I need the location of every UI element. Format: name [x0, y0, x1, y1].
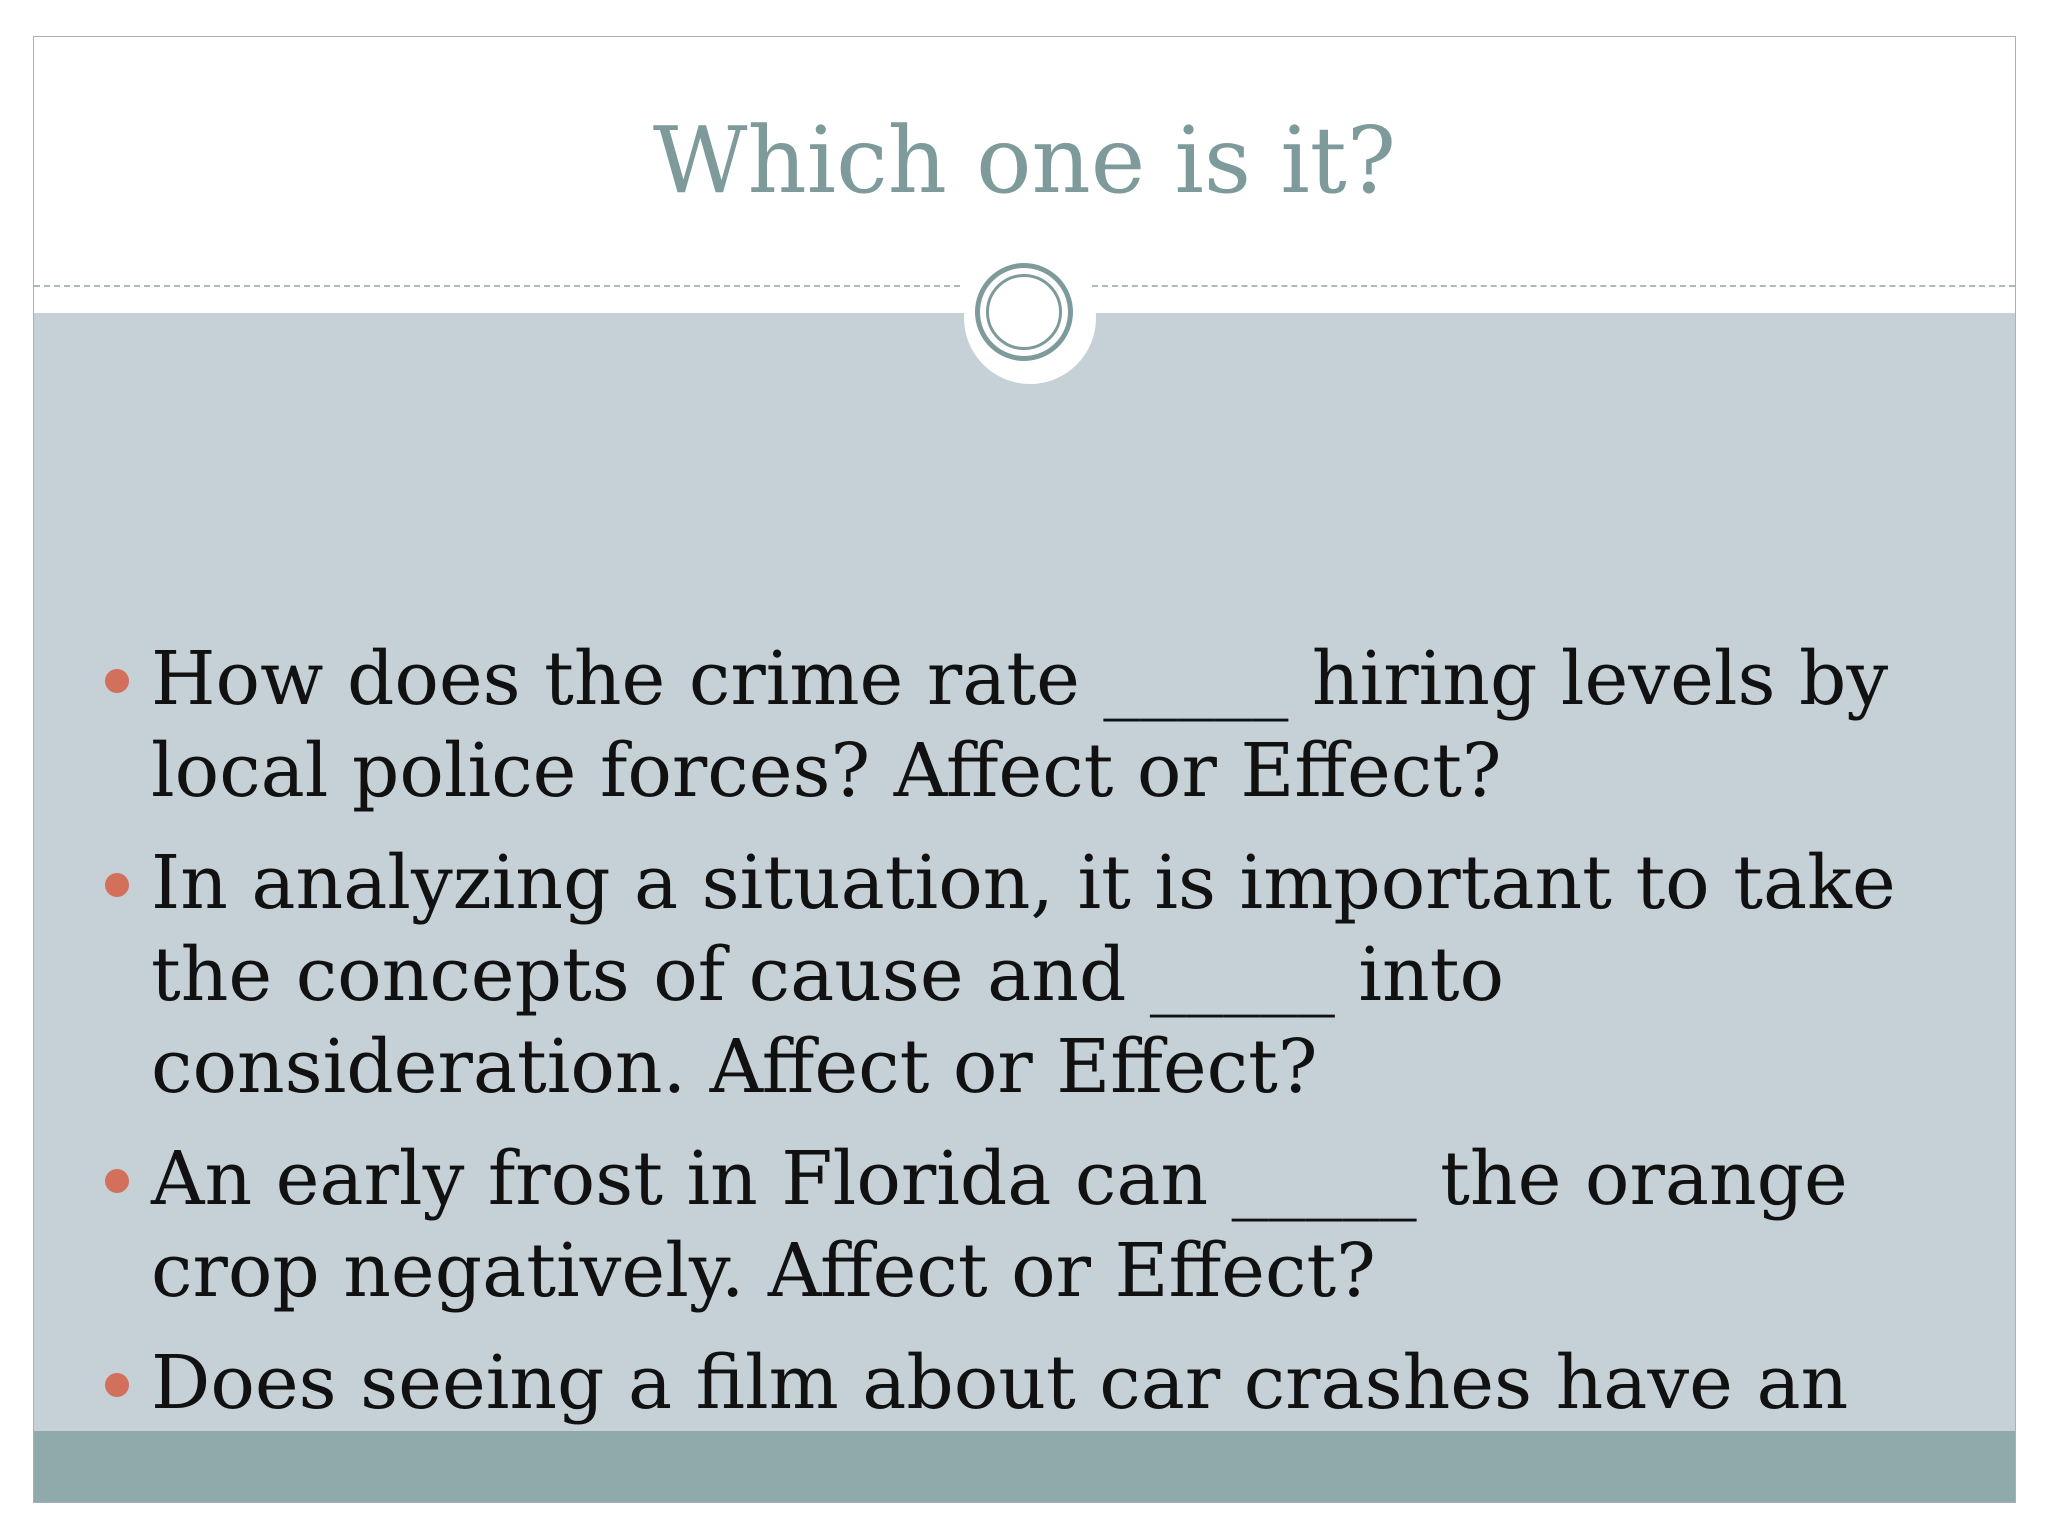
bullet-list: [151, 633, 1911, 1503]
bullet-dot-icon: [105, 1373, 129, 1397]
bullet-item: [151, 633, 1911, 817]
slide-title: Which one is it?: [652, 107, 1397, 214]
bullet-text: An early frost in Florida can _____ the orange crop negatively. Affect or Effect?: [151, 1136, 1848, 1314]
slide-content-area: [34, 313, 2015, 1467]
circle-ornament-inner-ring: [986, 274, 1062, 350]
bullet-dot-icon: [105, 873, 129, 897]
bullet-item: [151, 837, 1911, 1113]
bullet-item: [151, 1133, 1911, 1317]
bullet-text: How does the crime rate _____ hiring levels by local police forces? Affect or Effect?: [151, 636, 1889, 814]
header-divider-left: [34, 285, 960, 287]
footer-bar: [34, 1431, 2015, 1502]
bullet-dot-icon: [105, 669, 129, 693]
bullet-text: In analyzing a situation, it is important to take the concepts of cause and _____ into consideration. Affect or Effect?: [151, 840, 1896, 1110]
bullet-dot-icon: [105, 1169, 129, 1193]
slide: [33, 36, 2016, 1503]
header-divider-right: [1092, 285, 2015, 287]
bullet-text: Does seeing a film about car crashes have an: [151, 1340, 1849, 1426]
